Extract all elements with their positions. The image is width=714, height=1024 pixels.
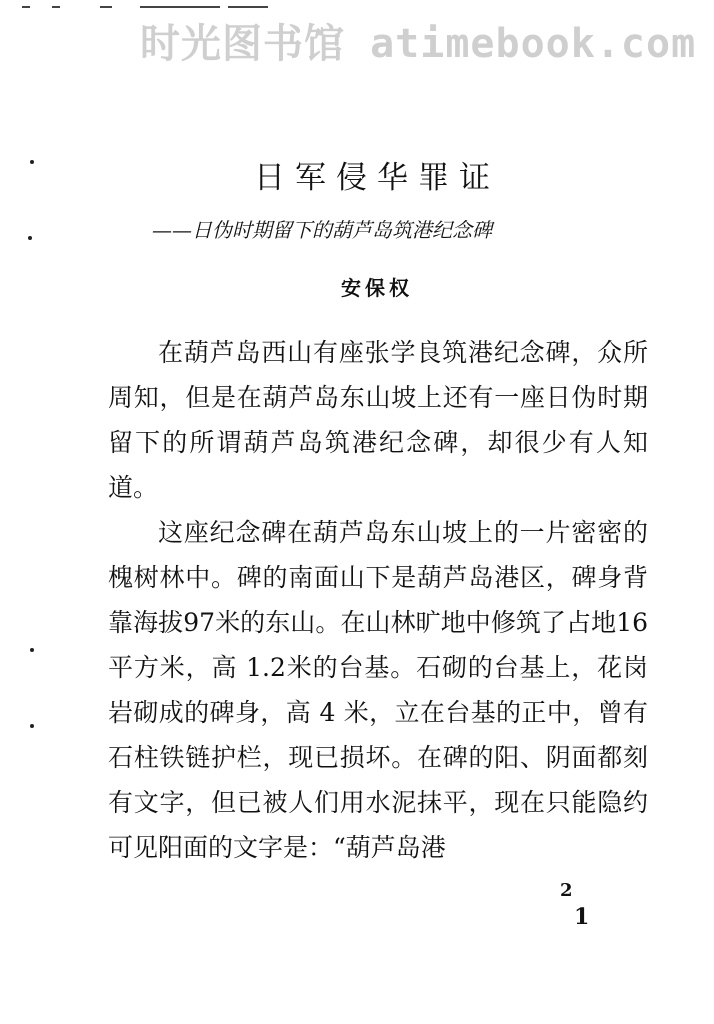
watermark: 时光图书馆 atimebook.com — [140, 21, 697, 67]
scan-artifact — [228, 6, 268, 8]
scan-artifact — [52, 6, 60, 8]
scan-artifact — [140, 6, 220, 8]
author-name: 安保权 — [341, 276, 413, 300]
page-mark: 2 — [560, 880, 573, 901]
scan-artifact — [100, 6, 112, 8]
scan-speck — [30, 724, 34, 728]
body-paragraph: 这座纪念碑在葫芦岛东山坡上的一片密密的槐树林中。碑的南面山下是葫芦岛港区，碑身背靠海拔97米的东山。在山林旷地中修筑了占地16平方米，高 1.2米的台基。石砌的台基上，花岗岩砌成的碑身，高 4 米，立在台基的正中，曾有石柱铁链护栏，现已损坏。在碑的阳、阴面都刻有文字，但已被人们用水泥抹平，现在只能隐约可见阳面的文字是：“葫芦岛港 — [108, 518, 648, 862]
body-paragraph: 在葫芦岛西山有座张学良筑港纪念碑，众所周知，但是在葫芦岛东山坡上还有一座日伪时期留下的所谓葫芦岛筑港纪念碑，却很少有人知道。 — [108, 338, 648, 502]
page-number: 1 — [574, 904, 590, 930]
article-subtitle: ——日伪时期留下的葫芦岛筑港纪念碑 — [152, 218, 492, 242]
scan-artifact — [22, 6, 30, 8]
scan-speck — [30, 648, 34, 652]
article-title: 日军侵华罪证 — [254, 160, 500, 196]
scan-speck — [28, 236, 32, 240]
article-body — [108, 330, 648, 870]
